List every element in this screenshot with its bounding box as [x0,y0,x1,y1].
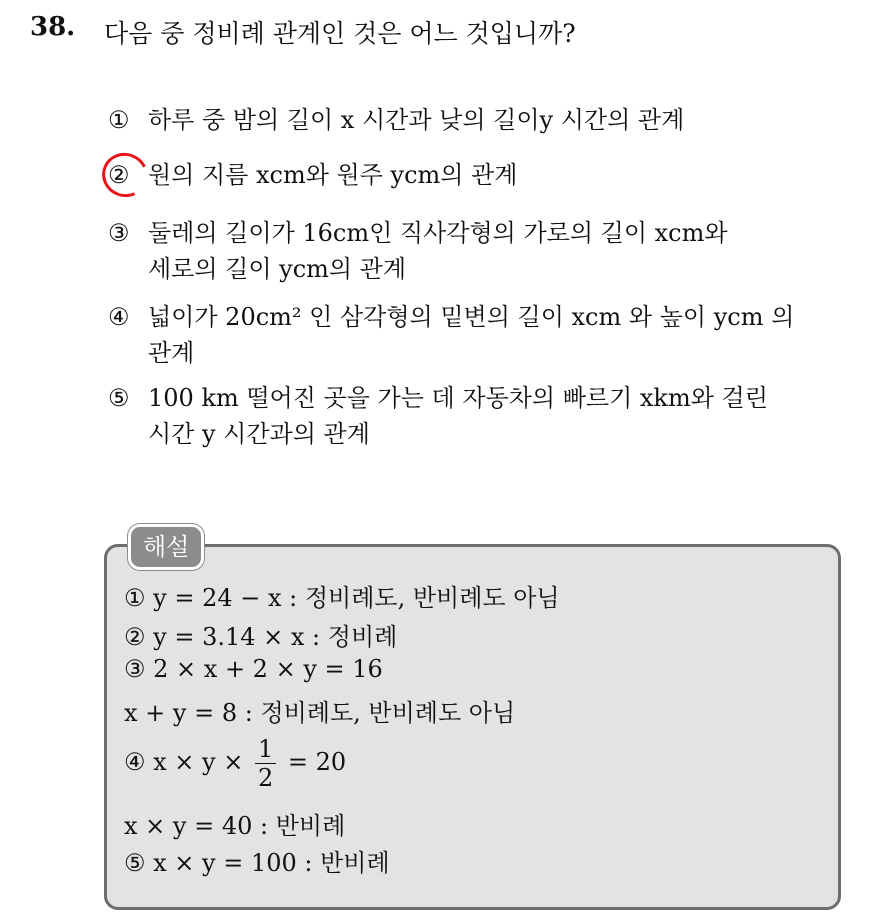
question-text: 다음 중 정비례 관계인 것은 어느 것입니까? [104,19,576,48]
choice-1[interactable] [108,102,684,138]
choice-mark: ③ [108,219,130,247]
question-number: 38. [30,12,76,42]
solution-label: 해설 [128,524,204,570]
solution-line: x + y = 8 : 정비례도, 반비례도 아님 [124,699,516,727]
choice-5[interactable] [108,380,768,452]
solution-line: ① y = 24 − x : 정비례도, 반비례도 아님 [124,584,560,612]
choice-text: 하루 중 밤의 길이 x 시간과 낮의 길이y 시간의 관계 [148,106,685,134]
fraction [255,735,276,792]
choice-text-continued: 관계 [148,339,195,367]
choice-4[interactable] [108,299,794,371]
choice-text-continued: 세로의 길이 ycm의 관계 [148,255,407,283]
solution-line: x × y = 40 : 반비례 [124,812,346,840]
choice-3[interactable] [108,215,728,287]
choice-text-continued: 시간 y 시간과의 관계 [148,420,370,448]
fraction-numerator: 1 [255,735,276,764]
fraction-denominator: 2 [257,764,274,792]
choice-mark: ⑤ [108,384,130,412]
choice-text: 원의 지름 xcm와 원주 ycm의 관계 [148,161,518,189]
answer-circle-mark [96,146,154,203]
choice-mark: ① [108,106,130,134]
choice-text: 둘레의 길이가 16cm인 직사각형의 가로의 길이 xcm와 [148,219,728,247]
solution-line: ⑤ x × y = 100 : 반비례 [124,849,390,877]
choice-2[interactable] [108,157,517,193]
choice-mark: ④ [108,303,130,331]
choice-text: 100 km 떨어진 곳을 가는 데 자동차의 빠르기 xkm와 걸린 [148,384,768,412]
solution-line: ④ x × y × [124,748,251,776]
solution-line-tail: = 20 [280,748,347,776]
solution-line-fraction [124,735,346,792]
solution-line: ② y = 3.14 × x : 정비례 [124,623,398,651]
choice-mark: ② [108,161,130,189]
solution-line: ③ 2 × x + 2 × y = 16 [124,655,383,683]
choice-text: 넓이가 20cm² 인 삼각형의 밑변의 길이 xcm 와 높이 ycm 의 [148,303,795,331]
